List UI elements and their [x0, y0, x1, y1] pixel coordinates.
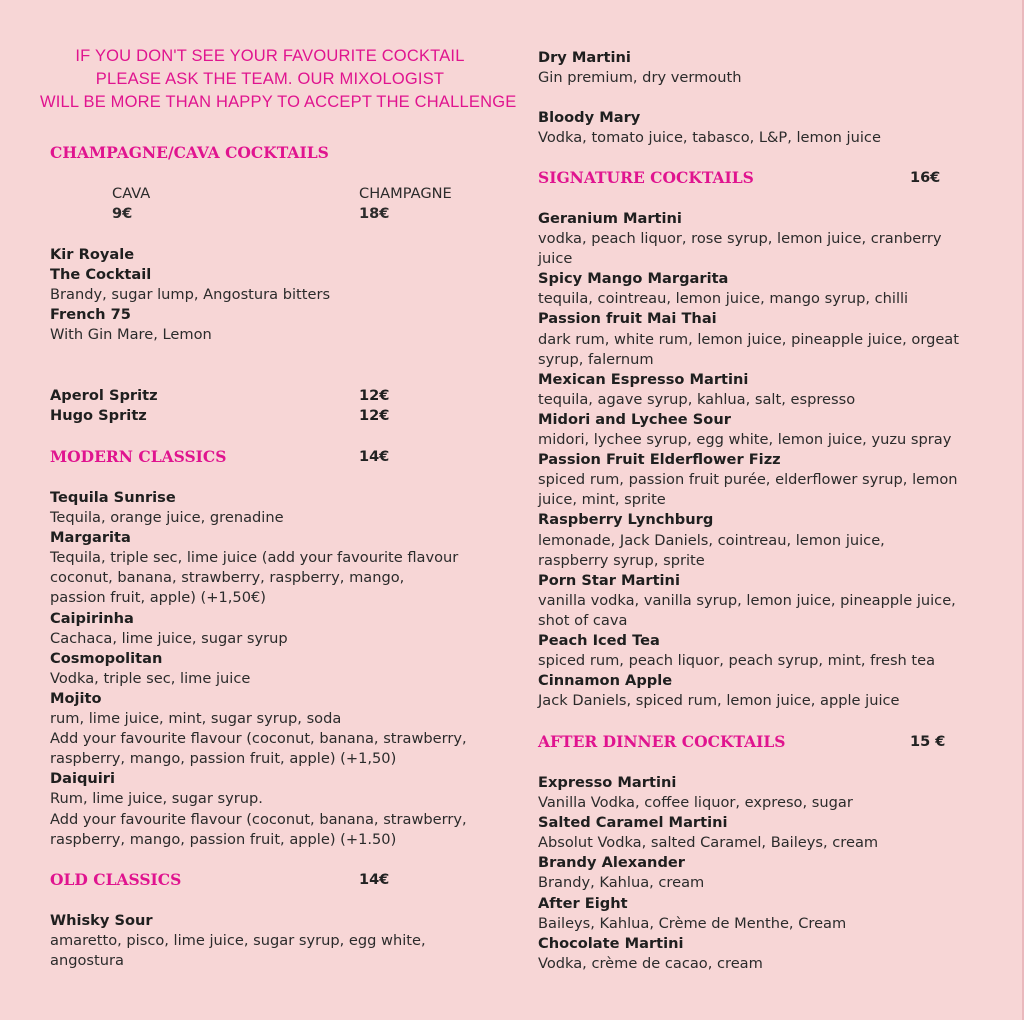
item-name: Geranium Martini — [538, 210, 682, 227]
item-name: Kir Royale — [50, 246, 135, 263]
item-name: Bloody Mary — [538, 109, 641, 126]
spritz-row — [50, 386, 490, 406]
item-desc: raspberry, mango, passion fruit, apple) (+1.50) — [50, 830, 397, 848]
item-desc: coconut, banana, strawberry, raspberry, mango, — [50, 569, 405, 587]
section-title-modern — [50, 447, 490, 467]
item-name: Cinnamon Apple — [538, 672, 673, 690]
bloody-mary-item — [538, 108, 988, 148]
item-desc: Vodka, tomato juice, tabasco, L&P, lemon juice — [538, 129, 881, 147]
cava-label: CAVA — [112, 185, 151, 202]
section-title-champagne — [50, 143, 490, 163]
classic-martini-items — [538, 48, 988, 88]
section-title: AFTER DINNER COCKTAILS — [538, 732, 786, 751]
item-name: Raspberry Lynchburg — [538, 511, 714, 529]
item-desc: Add your favourite flavour (coconut, banana, strawberry, — [50, 810, 467, 828]
item-desc: passion fruit, apple) (+1,50€) — [50, 589, 266, 607]
section-title-signature — [538, 168, 988, 188]
item-desc: shot of cava — [538, 611, 628, 629]
champagne-price: 18€ — [359, 205, 390, 222]
section-title: MODERN CLASSICS — [50, 447, 227, 466]
item-name: Mojito — [50, 689, 102, 707]
item-desc: With Gin Mare, Lemon — [50, 326, 212, 344]
item-name: Brandy Alexander — [538, 854, 685, 872]
intro-line: PLEASE ASK THE TEAM. OUR MIXOLOGIST — [95, 70, 445, 88]
cava-price: 9€ — [112, 205, 133, 222]
modern-items — [50, 488, 490, 850]
item-desc: Jack Daniels, spiced rum, lemon juice, apple juice — [538, 692, 900, 710]
section-title: CHAMPAGNE/CAVA COCKTAILS — [50, 143, 329, 162]
item-desc: Vanilla Vodka, coffee liquor, expreso, sugar — [538, 794, 853, 812]
section-title: OLD CLASSICS — [50, 870, 182, 889]
item-desc: Vodka, crème de cacao, cream — [538, 954, 763, 972]
item-name: Daiquiri — [50, 770, 116, 788]
item-name: Aperol Spritz — [50, 387, 158, 404]
item-name: Tequila Sunrise — [50, 489, 176, 506]
item-name: Expresso Martini — [538, 774, 677, 791]
item-desc: amaretto, pisco, lime juice, sugar syrup, egg white, — [50, 932, 426, 950]
section-price: 14€ — [359, 872, 390, 888]
old-items — [50, 911, 490, 971]
item-name: Margarita — [50, 529, 131, 547]
item-desc: spiced rum, passion fruit purée, elderflower syrup, lemon — [538, 471, 958, 489]
section-price: 15 € — [910, 734, 946, 750]
item-desc: lemonade, Jack Daniels, cointreau, lemon juice, — [538, 531, 885, 549]
item-desc: juice, mint, sprite — [538, 491, 666, 509]
item-desc: tequila, agave syrup, kahlua, salt, espresso — [538, 390, 856, 408]
item-desc: Add your favourite flavour (coconut, banana, strawberry, — [50, 730, 467, 748]
item-name: Cosmopolitan — [50, 649, 163, 667]
item-name: Dry Martini — [538, 49, 631, 66]
item-name: Passion fruit Mai Thai — [538, 310, 717, 328]
item-desc: juice — [538, 250, 573, 268]
item-name: Caipirinha — [50, 609, 134, 627]
item-desc: syrup, falernum — [538, 350, 654, 368]
item-name: Salted Caramel Martini — [538, 814, 728, 832]
champagne-items — [50, 245, 490, 345]
item-price: 12€ — [359, 407, 390, 425]
item-desc: rum, lime juice, mint, sugar syrup, soda — [50, 710, 342, 728]
item-name: Peach Iced Tea — [538, 631, 660, 649]
section-title: SIGNATURE COCKTAILS — [538, 168, 754, 187]
item-name: After Eight — [538, 894, 628, 912]
item-name: Whisky Sour — [50, 912, 153, 929]
intro-message — [40, 45, 517, 114]
item-desc: vanilla vodka, vanilla syrup, lemon juice, pineapple juice, — [538, 591, 956, 609]
item-name: Porn Star Martini — [538, 571, 680, 589]
section-price: 16€ — [910, 170, 941, 186]
section-title-after-dinner — [538, 732, 988, 752]
after-dinner-items — [538, 773, 988, 974]
item-desc: vodka, peach liquor, rose syrup, lemon juice, cranberry — [538, 230, 942, 248]
intro-line: IF YOU DON'T SEE YOUR FAVOURITE COCKTAIL — [75, 47, 465, 65]
item-name: Spicy Mango Margarita — [538, 270, 729, 288]
item-desc: Vodka, triple sec, lime juice — [50, 669, 251, 687]
item-desc: angostura — [50, 952, 124, 970]
item-desc: Rum, lime juice, sugar syrup. — [50, 790, 263, 808]
section-price: 14€ — [359, 449, 390, 465]
item-name: Chocolate Martini — [538, 934, 684, 952]
item-name: French 75 — [50, 306, 131, 324]
item-name: Mexican Espresso Martini — [538, 370, 749, 388]
item-desc: Absolut Vodka, salted Caramel, Baileys, cream — [538, 834, 879, 852]
item-price: 12€ — [359, 387, 390, 404]
item-desc: Cachaca, lime juice, sugar syrup — [50, 629, 288, 647]
spritz-row — [50, 406, 490, 426]
item-desc: raspberry syrup, sprite — [538, 551, 705, 569]
section-title-old — [50, 870, 490, 890]
item-desc: tequila, cointreau, lemon juice, mango syrup, chilli — [538, 290, 909, 308]
item-desc: Brandy, sugar lump, Angostura bitters — [50, 286, 331, 304]
item-name: Hugo Spritz — [50, 407, 147, 425]
item-desc: spiced rum, peach liquor, peach syrup, mint, fresh tea — [538, 652, 936, 670]
item-desc: raspberry, mango, passion fruit, apple) (+1,50) — [50, 750, 397, 768]
champagne-label: CHAMPAGNE — [359, 185, 452, 202]
intro-line: WILL BE MORE THAN HAPPY TO ACCEPT THE CHALLENGE — [40, 93, 517, 111]
item-desc: Tequila, orange juice, grenadine — [50, 509, 284, 527]
item-desc: Gin premium, dry vermouth — [538, 69, 742, 87]
item-desc: Tequila, triple sec, lime juice (add your favourite flavour — [50, 549, 459, 567]
spritz-items — [50, 386, 490, 426]
item-desc: midori, lychee syrup, egg white, lemon juice, yuzu spray — [538, 431, 952, 449]
item-desc: Baileys, Kahlua, Crème de Menthe, Cream — [538, 914, 847, 932]
item-name: Midori and Lychee Sour — [538, 410, 731, 428]
item-desc: Brandy, Kahlua, cream — [538, 874, 705, 892]
item-name: The Cocktail — [50, 266, 152, 284]
signature-items — [538, 209, 988, 711]
item-desc: dark rum, white rum, lemon juice, pineapple juice, orgeat — [538, 330, 959, 348]
item-name: Passion Fruit Elderflower Fizz — [538, 451, 781, 469]
